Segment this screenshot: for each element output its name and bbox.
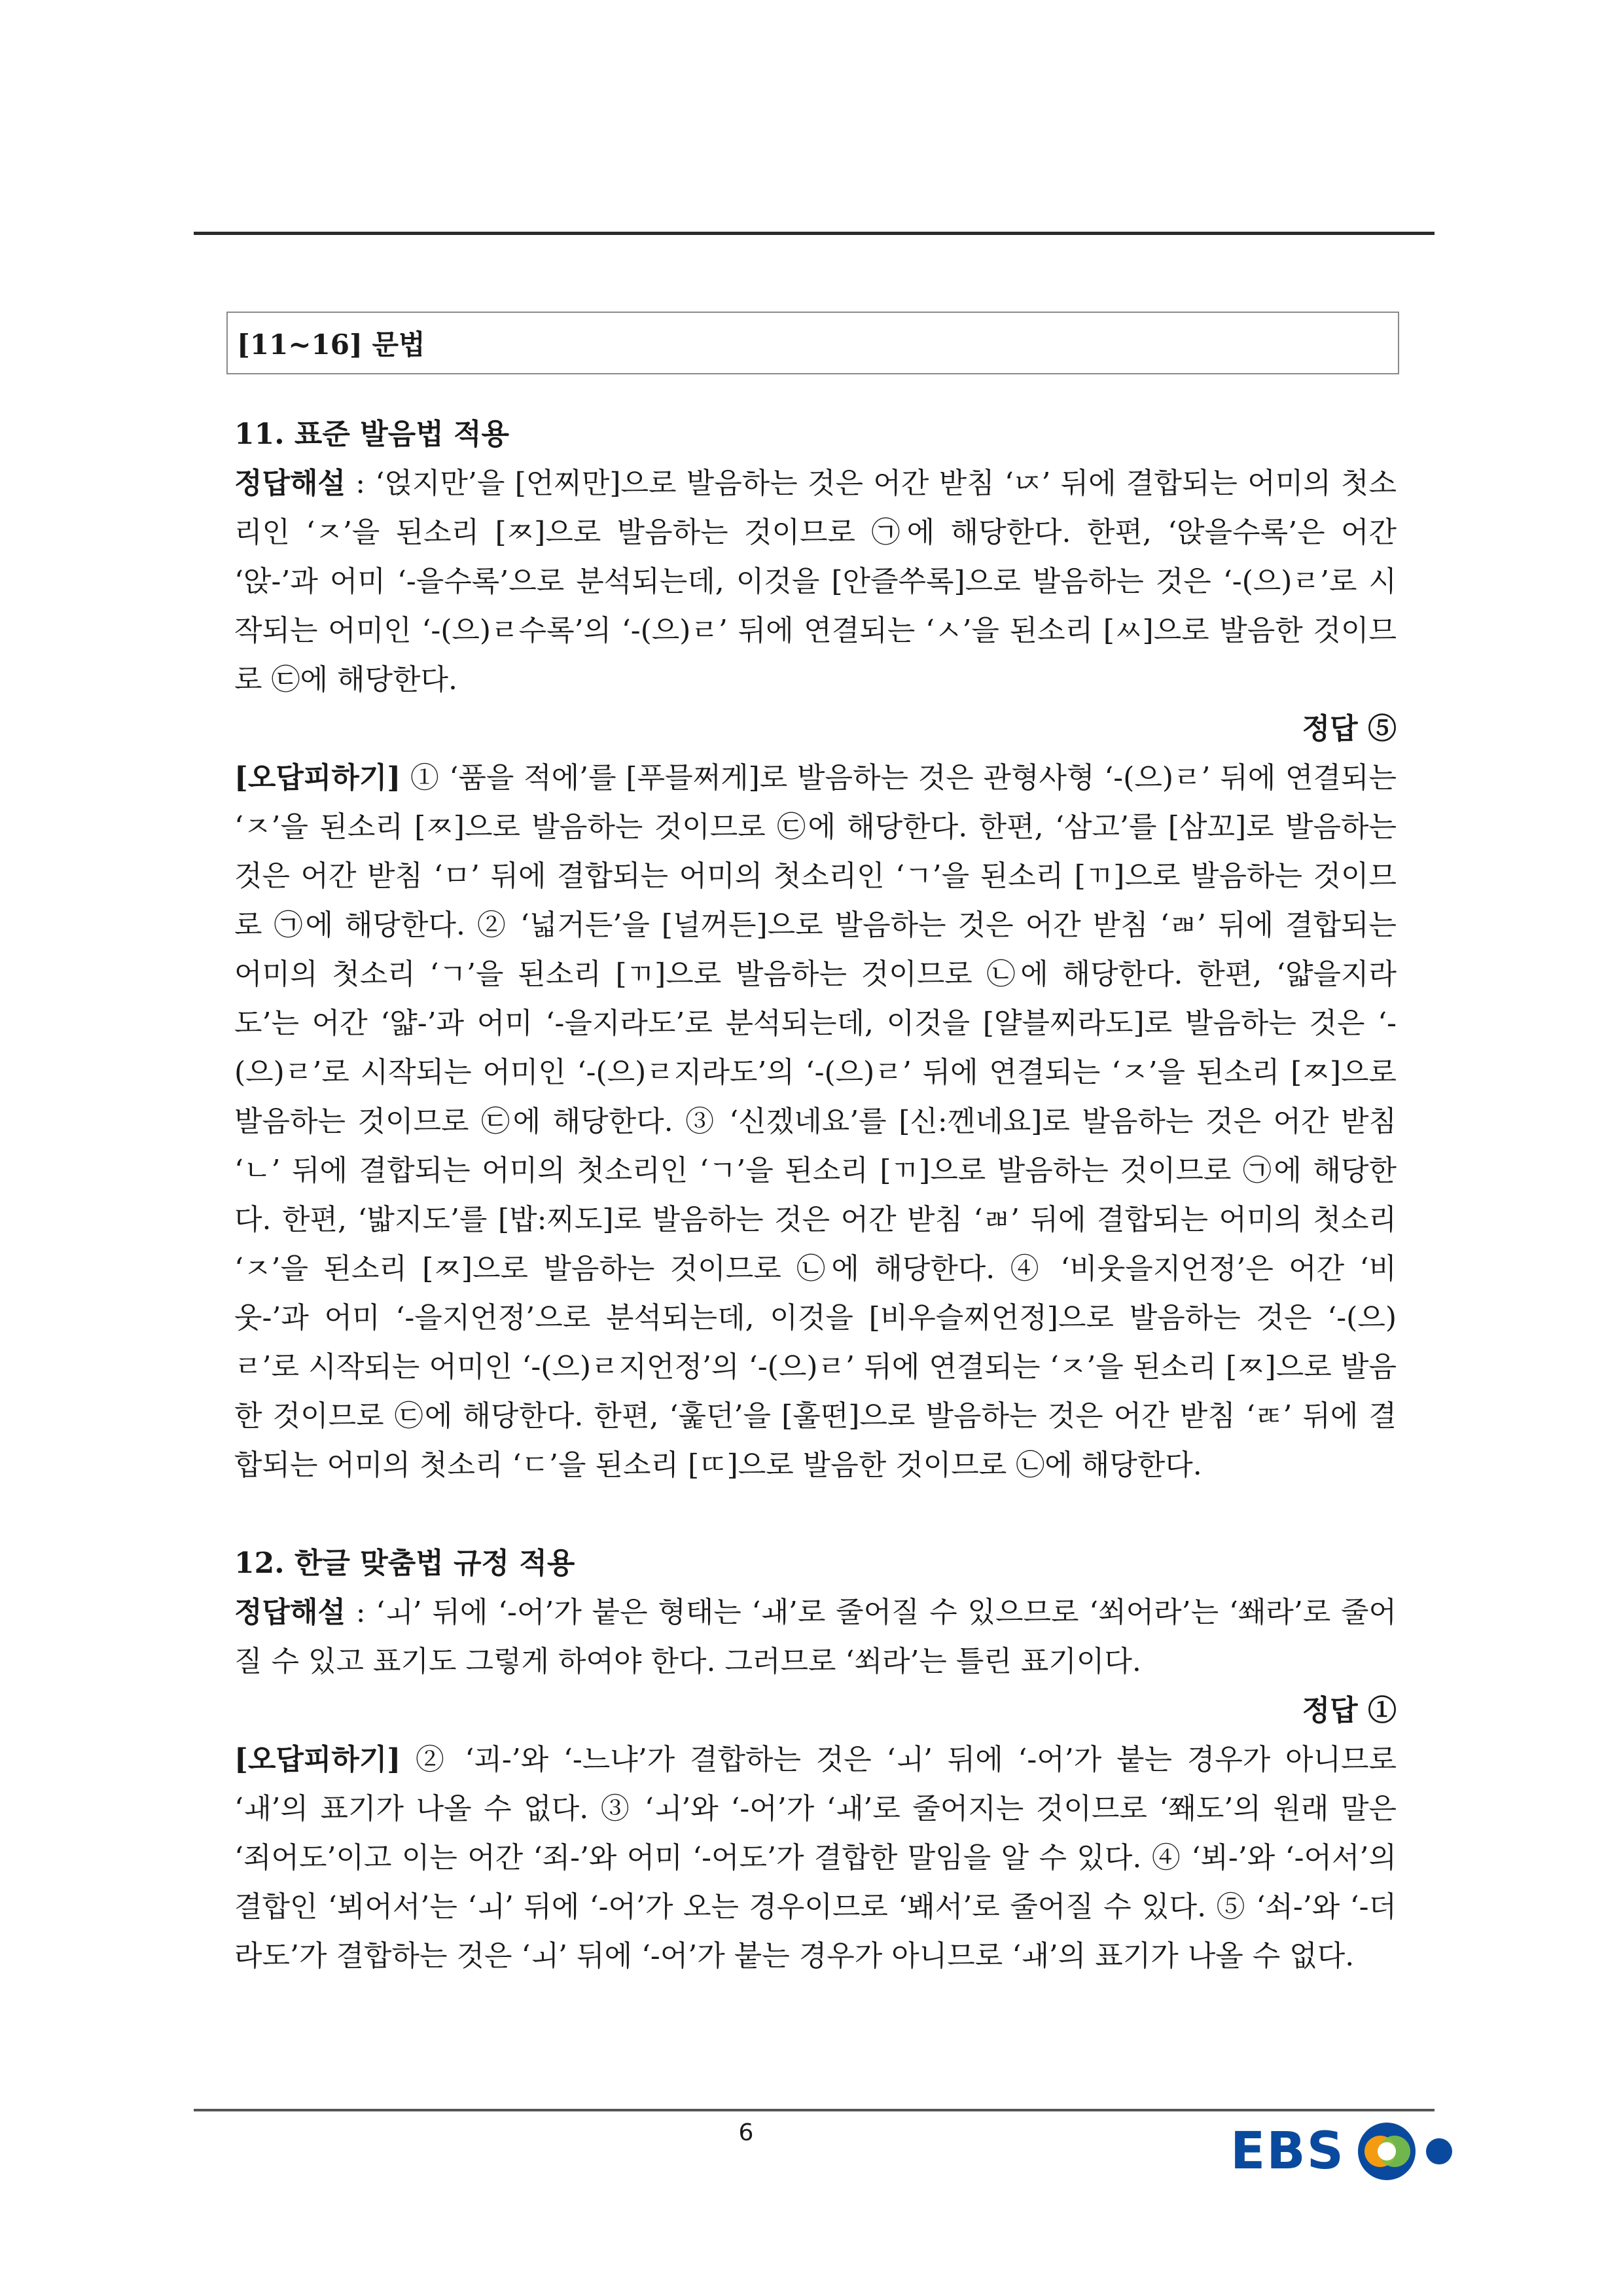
q11-wrong-label: [오답피하기] (234, 761, 401, 795)
spacer (234, 1490, 1397, 1539)
q11-wrong-explanation (234, 753, 1397, 1490)
q12-heading: 12. 한글 맞춤법 규정 적용 (234, 1547, 575, 1580)
ebs-logo-circles-icon (1354, 2119, 1465, 2184)
page-number: 6 (738, 2119, 754, 2146)
bottom-rule (194, 2109, 1435, 2111)
q12-wrong-explanation (234, 1735, 1397, 1981)
q12-wrong-label: [오답피하기] (234, 1743, 401, 1776)
section-title: [11~16] 문법 (237, 329, 425, 361)
logo-text: EBS (1230, 2122, 1345, 2181)
ebs-logo (1230, 2115, 1465, 2187)
q12-answer-text: : ‘ㅚ’ 뒤에 ‘-어’가 붙은 형태는 ‘ㅙ’로 줄어질 수 있으므로 ‘쐬어라’는 ‘쐐라’로 줄어질 수 있고 표기도 그렇게 하여야 한다. 그러므로 ‘쐬라’는 틀린 표기이다. (234, 1596, 1397, 1678)
q12-answer-explanation (234, 1588, 1397, 1686)
q11-wrong-text: ① ‘품을 적에’를 [푸믈쩌게]로 발음하는 것은 관형사형 ‘-(으)ㄹ’ 뒤에 연결되는 ‘ㅈ’을 된소리 [ㅉ]으로 발음하는 것이므로 ㉢에 해당한다. 한편, ‘삼고’를 [삼꼬]로 발음하는 것은 어간 받침 ‘ㅁ’ 뒤에 결합되는 어미의 첫소리인 ‘ㄱ’을 된소리 [ㄲ]으로 발음하는 것이므로 ㉠에 해당한다. ② ‘넓거든’을 [널꺼든]으로 발음하는 것은 어간 받침 ‘ㄼ’ 뒤에 결합되는 어미의 첫소리 ‘ㄱ’을 된소리 [ㄲ]으로 발음하는 것이므로 ㉡에 해당한다. 한편, ‘얇을지라도’는 어간 ‘얇-’과 어미 ‘-을지라도’로 분석되는데, 이것을 [얄블찌라도]로 발음하는 것은 ‘-(으)ㄹ’로 시작되는 어미인 ‘-(으)ㄹ지라도’의 ‘-(으)ㄹ’ 뒤에 연결되는 ‘ㅈ’을 된소리 [ㅉ]으로 발음하는 것이므로 ㉢에 해당한다. ③ ‘신겠네요’를 [신:껜네요]로 발음하는 것은 어간 받침 ‘ㄴ’ 뒤에 결합되는 어미의 첫소리인 ‘ㄱ’을 된소리 [ㄲ]으로 발음하는 것이므로 ㉠에 해당한다. 한편, ‘밟지도’를 [밥:찌도]로 발음하는 것은 어간 받침 ‘ㄼ’ 뒤에 결합되는 어미의 첫소리 ‘ㅈ’을 된소리 [ㅉ]으로 발음하는 것이므로 ㉡에 해당한다. ④ ‘비웃을지언정’은 어간 ‘비웃-’과 어미 ‘-을지언정’으로 분석되는데, 이것을 [비우슬찌언정]으로 발음하는 것은 ‘-(으)ㄹ’로 시작되는 어미인 ‘-(으)ㄹ지언정’의 ‘-(으)ㄹ’ 뒤에 연결되는 ‘ㅈ’을 된소리 [ㅉ]으로 발음한 것이므로 ㉢에 해당한다. 한편, ‘훑던’을 [훌떤]으로 발음하는 것은 어간 받침 ‘ㄾ’ 뒤에 결합되는 어미의 첫소리 ‘ㄷ’을 된소리 [ㄸ]으로 발음한 것이므로 ㉡에 해당한다. (234, 761, 1397, 1482)
content (234, 410, 1397, 1981)
q12-answer-label: 정답해설 (234, 1596, 346, 1629)
q11-answer-label: 정답해설 (234, 467, 346, 500)
q11-answer-text: : ‘얹지만’을 [언찌만]으로 발음하는 것은 어간 받침 ‘ㄵ’ 뒤에 결합되는 어미의 첫소리인 ‘ㅈ’을 된소리 [ㅉ]으로 발음하는 것이므로 ㉠에 해당한다. 한편, ‘앉을수록’은 어간 ‘앉-’과 어미 ‘-을수록’으로 분석되는데, 이것을 [안즐쑤록]으로 발음하는 것은 ‘-(으)ㄹ’로 시작되는 어미인 ‘-(으)ㄹ수록’의 ‘-(으)ㄹ’ 뒤에 연결되는 ‘ㅅ’을 된소리 [ㅆ]으로 발음한 것이므로 ㉢에 해당한다. (234, 467, 1397, 696)
top-rule (194, 232, 1435, 235)
q11-heading: 11. 표준 발음법 적용 (234, 418, 510, 451)
q12-correct-answer: 정답 ① (1302, 1694, 1397, 1727)
q11-answer-explanation (234, 459, 1397, 704)
q11-correct-answer: 정답 ⑤ (1302, 712, 1397, 745)
q12-wrong-text: ② ‘괴-’와 ‘-느냐’가 결합하는 것은 ‘ㅚ’ 뒤에 ‘-어’가 붙는 경우가 아니므로 ‘ㅙ’의 표기가 나올 수 없다. ③ ‘ㅚ’와 ‘-어’가 ‘ㅙ’로 줄어지는 것이므로 ‘쫴도’의 원래 말은 ‘죄어도’이고 이는 어간 ‘죄-’와 어미 ‘-어도’가 결합한 말임을 알 수 있다. ④ ‘뵈-’와 ‘-어서’의 결합인 ‘뵈어서’는 ‘ㅚ’ 뒤에 ‘-어’가 오는 경우이므로 ‘봬서’로 줄어질 수 있다. ⑤ ‘쇠-’와 ‘-더라도’가 결합하는 것은 ‘ㅚ’ 뒤에 ‘-어’가 붙는 경우가 아니므로 ‘ㅙ’의 표기가 나올 수 없다. (234, 1743, 1397, 1973)
section-title-box (226, 312, 1399, 374)
